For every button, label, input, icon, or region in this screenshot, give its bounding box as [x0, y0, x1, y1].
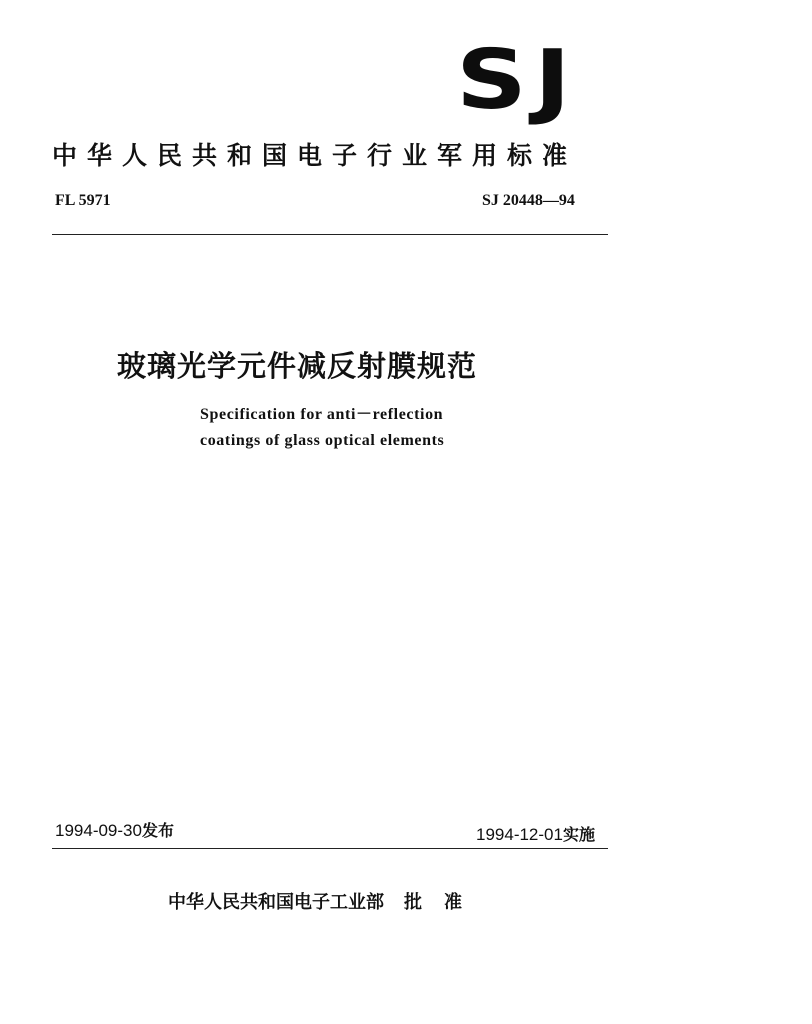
document-title-chinese: 玻璃光学元件减反射膜规范 — [117, 349, 478, 383]
english-title-line-2: coatings of glass optical elements — [200, 432, 445, 449]
header-divider — [52, 234, 608, 235]
document-title-english — [200, 402, 444, 454]
effective-date-value: 1994-12-01 — [476, 825, 563, 844]
approve-label-1: 批 — [404, 892, 422, 913]
classification-code: FL 5971 — [55, 192, 111, 209]
issue-date — [55, 818, 174, 841]
effective-date — [476, 822, 595, 845]
footer-divider — [52, 848, 608, 849]
effective-label: 实施 — [562, 825, 595, 844]
standard-number: SJ 20448—94 — [482, 192, 575, 209]
english-title-line-1: Specification for anti－reflection — [200, 406, 444, 423]
standard-name: 中华人民共和国电子行业军用标准 — [52, 141, 578, 170]
approving-authority — [168, 888, 462, 914]
sj-logo: SJ — [456, 33, 578, 128]
approver-name: 中华人民共和国电子工业部 — [168, 892, 384, 913]
approve-label-2: 准 — [444, 892, 462, 913]
issue-label: 发布 — [141, 821, 174, 840]
issue-date-value: 1994-09-30 — [55, 821, 142, 840]
